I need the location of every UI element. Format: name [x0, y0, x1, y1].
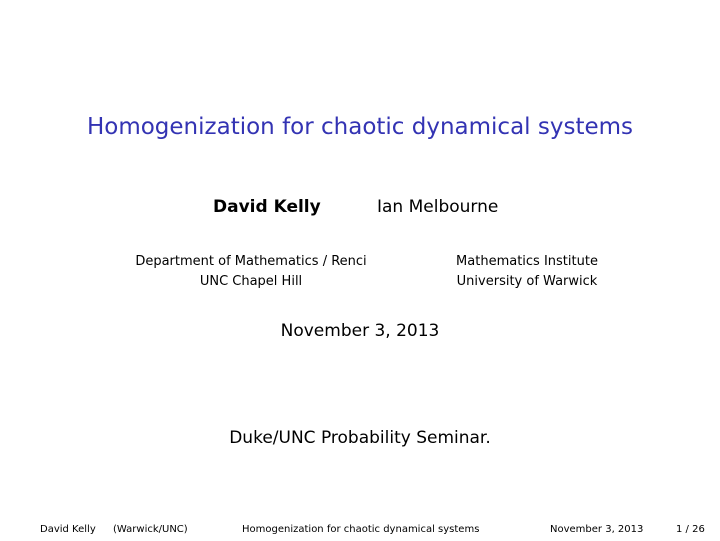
institution-university: University of Warwick — [456, 274, 598, 289]
institution-warwick — [442, 252, 612, 292]
footer-page-number: 1 / 26 — [676, 524, 705, 535]
slide-footer — [0, 522, 720, 540]
author-coauthor: Ian Melbourne — [377, 197, 499, 217]
institution-department: Department of Mathematics / Renci — [135, 254, 367, 269]
footer-author: David Kelly — [40, 524, 96, 535]
footer-date: November 3, 2013 — [550, 524, 644, 535]
author-presenting: David Kelly — [213, 197, 321, 217]
footer-institute: (Warwick/UNC) — [113, 524, 188, 535]
presentation-date: November 3, 2013 — [280, 321, 440, 341]
institution-university: UNC Chapel Hill — [199, 274, 303, 289]
footer-title: Homogenization for chaotic dynamical systems — [242, 524, 480, 535]
slide-title: Homogenization for chaotic dynamical systems — [86, 114, 634, 140]
institution-department: Mathematics Institute — [456, 254, 598, 269]
event-name: Duke/UNC Probability Seminar. — [229, 428, 491, 448]
institution-unc — [116, 252, 386, 292]
